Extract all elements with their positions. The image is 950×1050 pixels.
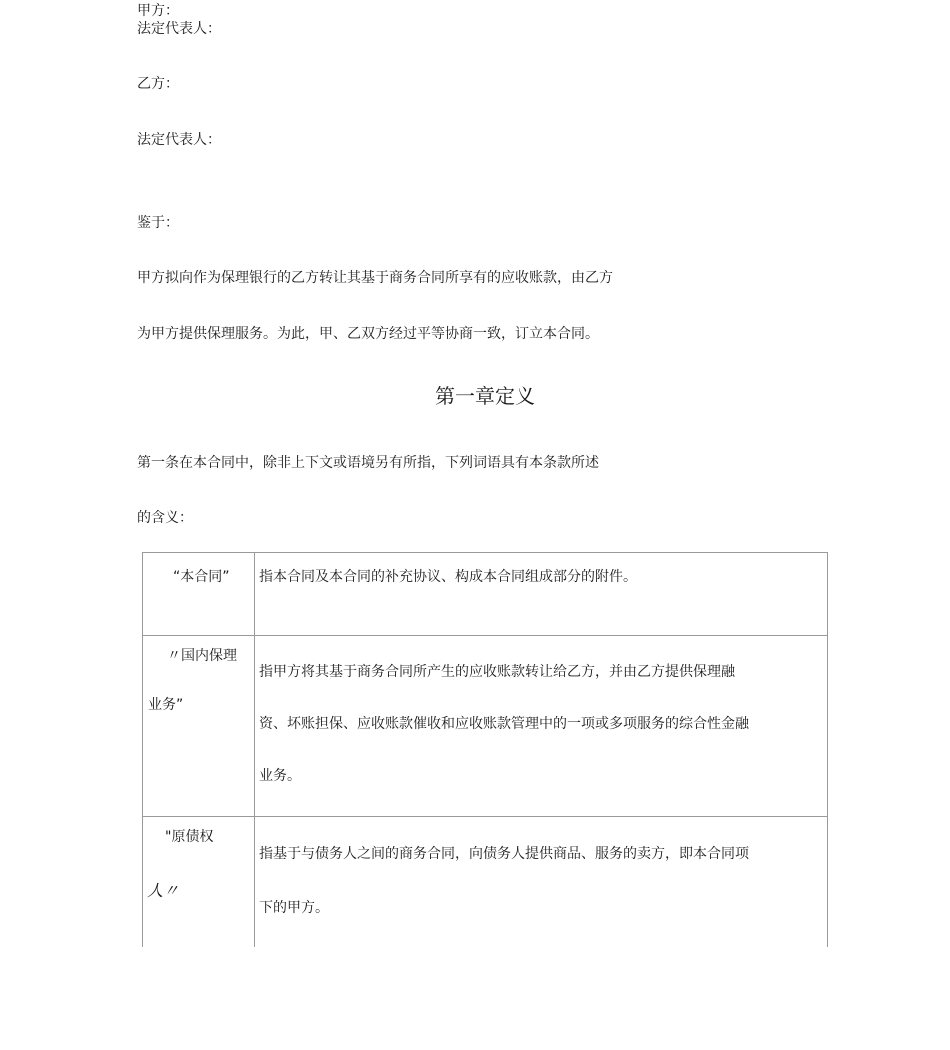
- party-a-label: 甲方：: [137, 3, 179, 19]
- preamble-line-1: 甲方拟向作为保理银行的乙方转让其基于商务合同所享有的应收账款，由乙方: [137, 270, 613, 286]
- party-a-rep-label: 法定代表人：: [137, 21, 221, 37]
- term-contract: “本合同”: [173, 569, 230, 585]
- whereas-label: 鉴于：: [137, 215, 179, 231]
- definition-domestic-factoring-line-1: 指甲方将其基于商务合同所产生的应收账款转让给乙方，并由乙方提供保理融: [259, 664, 735, 680]
- row-divider: [143, 816, 827, 817]
- definition-domestic-factoring-line-3: 业务。: [259, 768, 301, 784]
- term-domestic-factoring-line-1: 〃国内保理: [167, 648, 237, 664]
- chapter-title: 第一章定义: [435, 384, 535, 408]
- row-divider: [143, 635, 827, 636]
- definitions-table: [142, 552, 828, 947]
- article-1-line-1: 第一条在本合同中，除非上下文或语境另有所指，下列词语具有本条款所述: [137, 455, 599, 471]
- definition-original-creditor-line-1: 指基于与债务人之间的商务合同，向债务人提供商品、服务的卖方，即本合同项: [259, 846, 749, 862]
- definition-original-creditor-line-2: 下的甲方。: [259, 900, 329, 916]
- definition-domestic-factoring-line-2: 资、坏账担保、应收账款催收和应收账款管理中的一项或多项服务的综合性金融: [259, 716, 749, 732]
- term-original-creditor-line-1: "原债权: [165, 829, 214, 845]
- party-b-rep-label: 法定代表人：: [137, 132, 221, 148]
- column-divider: [254, 553, 255, 947]
- definition-contract: 指本合同及本合同的补充协议、构成本合同组成部分的附件。: [259, 569, 637, 585]
- term-domestic-factoring-line-2: 业务”: [148, 697, 184, 713]
- preamble-line-2: 为甲方提供保理服务。为此，甲、乙双方经过平等协商一致，订立本合同。: [137, 326, 599, 342]
- term-original-creditor-line-2: 人〃: [147, 881, 180, 900]
- party-b-label: 乙方：: [137, 76, 179, 92]
- article-1-line-2: 的含义：: [137, 510, 193, 526]
